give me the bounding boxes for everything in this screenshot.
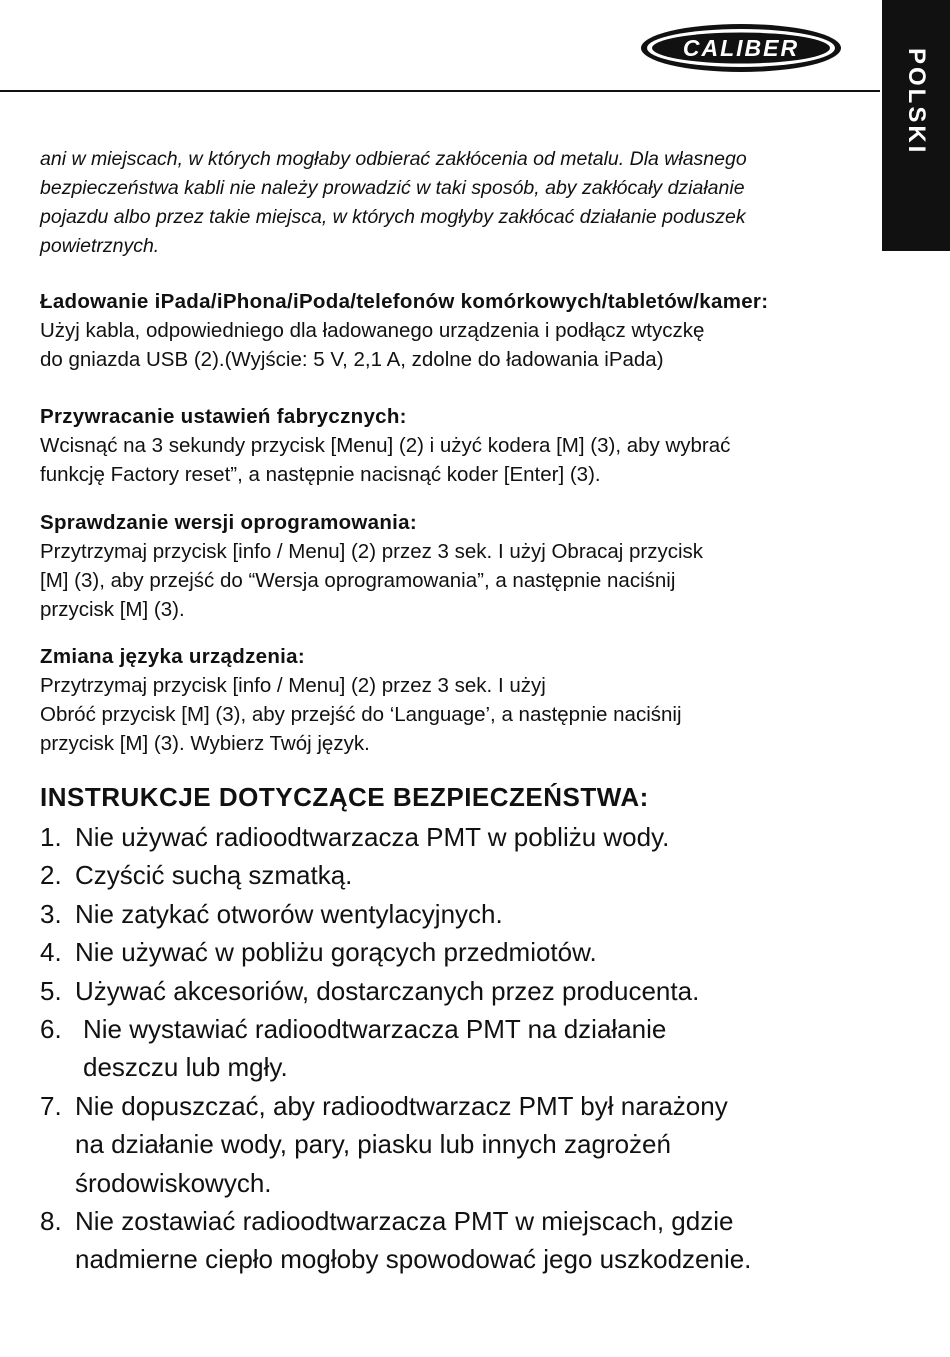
- safety-title: INSTRUKCJE DOTYCZĄCE BEZPIECZEŃSTWA:: [40, 782, 649, 812]
- section-title: Sprawdzanie wersji oprogramowania:: [40, 511, 418, 534]
- section-charging: [40, 287, 880, 374]
- section-line: Użyj kabla, odpowiedniego dla ładowanego urządzenia i podłącz wtyczkę: [40, 319, 705, 342]
- intro-paragraph: [40, 145, 850, 261]
- section-factory-reset: [40, 402, 880, 489]
- item-text: Czyścić suchą szmatką.: [75, 860, 353, 891]
- logo-wordmark: CALIBER: [682, 35, 800, 61]
- header-divider: [0, 90, 880, 92]
- item-number: 2.: [40, 860, 62, 891]
- item-text: na działanie wody, pary, piasku lub innych zagrożeń: [75, 1129, 671, 1160]
- safety-item: [40, 856, 880, 894]
- safety-item: [40, 933, 880, 971]
- item-text: Nie używać radioodtwarzacza PMT w pobliżu wody.: [75, 822, 670, 852]
- item-text: Używać akcesoriów, dostarczanych przez producenta.: [75, 975, 700, 1006]
- section-line: Przytrzymaj przycisk [info / Menu] (2) przez 3 sek. I użyj Obracaj przycisk: [40, 540, 703, 563]
- section-line: Obróć przycisk [M] (3), aby przejść do ‘Language’, a następnie naciśnij: [40, 703, 682, 726]
- safety-item: [40, 1087, 880, 1202]
- item-text: Nie używać w pobliżu gorących przedmiotów.: [75, 937, 597, 968]
- caliber-logo: [640, 22, 842, 74]
- intro-line: pojazdu albo przez takie miejsca, w których mogłyby zakłócać działanie poduszek: [40, 206, 746, 228]
- item-text: Nie wystawiać radioodtwarzacza PMT na działanie: [83, 1014, 667, 1045]
- item-text: Nie dopuszczać, aby radioodtwarzacz PMT był narażony: [75, 1090, 728, 1121]
- safety-list: [40, 818, 880, 1279]
- item-text: deszczu lub mgły.: [83, 1052, 288, 1083]
- section-line: przycisk [M] (3).: [40, 598, 185, 621]
- safety-item: [40, 972, 880, 1010]
- section-title: Ładowanie iPada/iPhona/iPoda/telefonów komórkowych/tabletów/kamer:: [40, 290, 769, 313]
- item-number: 6.: [40, 1014, 62, 1045]
- language-tab: [882, 0, 950, 251]
- section-line: przycisk [M] (3). Wybierz Twój język.: [40, 732, 370, 755]
- section-line: Przytrzymaj przycisk [info / Menu] (2) przez 3 sek. I użyj: [40, 674, 546, 697]
- section-line: Wcisnąć na 3 sekundy przycisk [Menu] (2) i użyć kodera [M] (3), aby wybrać: [40, 434, 731, 457]
- item-number: 8.: [40, 1206, 62, 1237]
- section-software-version: [40, 508, 880, 624]
- safety-item: [40, 818, 880, 856]
- item-text: środowiskowych.: [75, 1167, 272, 1198]
- section-line: funkcję Factory reset”, a następnie nacisnąć koder [Enter] (3).: [40, 463, 601, 486]
- intro-line: powietrznych.: [40, 235, 160, 257]
- intro-line: ani w miejscach, w których mogłaby odbierać zakłócenia od metalu. Dla własnego: [40, 148, 747, 170]
- item-number: 3.: [40, 898, 62, 929]
- section-line: do gniazda USB (2).(Wyjście: 5 V, 2,1 A, zdolne do ładowania iPada): [40, 348, 664, 371]
- item-text: Nie zatykać otworów wentylacyjnych.: [75, 898, 503, 929]
- language-tab-label: POLSKI: [903, 48, 930, 156]
- item-number: 1.: [40, 822, 62, 852]
- section-title: Przywracanie ustawień fabrycznych:: [40, 405, 407, 428]
- item-number: 5.: [40, 975, 62, 1006]
- intro-line: bezpieczeństwa kabli nie należy prowadzić w taki sposób, aby zakłócały działanie: [40, 177, 745, 199]
- item-text: nadmierne ciepło mogłoby spowodować jego uszkodzenie.: [75, 1244, 752, 1275]
- section-line: [M] (3), aby przejść do “Wersja oprogramowania”, a następnie naciśnij: [40, 569, 676, 592]
- safety-item: [40, 1202, 880, 1279]
- section-language: [40, 642, 880, 758]
- item-number: 7.: [40, 1090, 62, 1121]
- section-title: Zmiana języka urządzenia:: [40, 645, 305, 668]
- safety-item: [40, 1010, 880, 1087]
- item-number: 4.: [40, 937, 62, 968]
- safety-item: [40, 895, 880, 933]
- item-text: Nie zostawiać radioodtwarzacza PMT w miejscach, gdzie: [75, 1206, 734, 1237]
